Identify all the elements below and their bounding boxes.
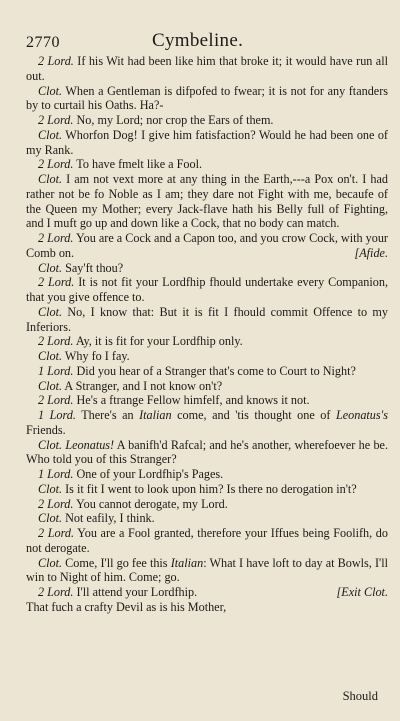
speech-text: No, my Lord; nor crop the Ears of them.: [73, 113, 274, 127]
speech-text: A banifh'd Rafcal; and he's another, wherefoever he be. Who told you of this Stranger?: [26, 437, 388, 467]
speaker: Clot.: [38, 304, 63, 319]
speech-text: To have fmelt like a Fool.: [73, 157, 203, 172]
speech-text: You are a Cock and a Capon too, and you crow Cock, with your Comb on.: [26, 231, 388, 260]
italic-name: Leonatus!: [65, 437, 115, 452]
speech: [26, 511, 388, 526]
speaker: 2 Lord.: [38, 157, 74, 172]
speech: [26, 157, 388, 172]
speaker: Clot.: [38, 437, 63, 452]
speech: [26, 261, 388, 276]
speech: [26, 585, 388, 600]
speech-text: Say'ft thou?: [62, 260, 124, 275]
stage-direction: [Exit Clot.: [336, 585, 388, 599]
speaker: 2 Lord.: [38, 526, 75, 540]
speaker: 1 Lord.: [38, 408, 76, 422]
speech: [26, 128, 388, 158]
speech: [26, 84, 388, 114]
speaker: Clot.: [38, 349, 63, 363]
speaker: 1 Lord.: [38, 467, 74, 481]
speech-text: A Stranger, and I not know on't?: [62, 378, 223, 393]
speech-text: One of your Lordfhip's Pages.: [73, 467, 224, 481]
speech-text: He's a ftrange Fellow himfelf, and knows it not.: [73, 393, 310, 408]
speaker: 2 Lord.: [38, 113, 74, 127]
speaker: 2 Lord.: [38, 231, 74, 245]
italic-name: Italian: [139, 408, 172, 422]
italic-name: Leonatus's: [335, 408, 388, 422]
speaker: 1 Lord.: [38, 363, 74, 378]
speaker: Clot.: [38, 481, 63, 496]
speech: [26, 349, 388, 364]
speech: [26, 393, 388, 408]
verse-line: That fuch a crafty Devil as is his Mother,: [26, 599, 227, 614]
speech: [26, 172, 388, 231]
speech-text: Whorfon Dog! I give him fatisfaction? Would he had been one of my Rank.: [26, 127, 388, 157]
speech-text: It is not fit your Lordfhip fhould undertake every Companion, that you give offence to.: [26, 275, 388, 304]
speech-text: You are a Fool granted, therefore your Iffues being Foolifh, do not derogate.: [26, 526, 388, 555]
speech-text: : What I have loft to day at Bowls, I'll win to Night of him. Come; go.: [26, 555, 388, 585]
speech: [26, 438, 388, 468]
speech-text: If his Wit had been like him that broke it; it would have run all out.: [26, 54, 388, 83]
speaker: 2 Lord.: [38, 585, 74, 599]
speaker: Clot.: [38, 127, 63, 142]
speech: [26, 408, 388, 438]
speaker: 2 Lord.: [38, 334, 74, 349]
speech-text: When a Gentleman is difpofed to fwear; it is not for any ftanders by to curtail his Oaths. Ha?-: [26, 83, 388, 113]
speech: [26, 54, 388, 84]
speaker: Clot.: [38, 378, 63, 393]
speaker: Clot.: [38, 83, 63, 98]
speech-text: Friends.: [26, 422, 66, 437]
speech-text: Not eafily, I think.: [62, 511, 155, 526]
speaker: Clot.: [38, 511, 63, 526]
speech-text: You cannot derogate, my Lord.: [73, 496, 228, 511]
speech-text: Did you hear of a Stranger that's come to Court to Night?: [73, 363, 356, 378]
speech-text: No, I know that: But it is fit I fhould commit Offence to my Inferiors.: [26, 304, 388, 334]
speech: [26, 497, 388, 512]
speech: [26, 482, 388, 497]
page-header: [26, 28, 388, 54]
speaker: 2 Lord.: [38, 275, 75, 290]
speaker: 2 Lord.: [38, 393, 74, 408]
speech-text: Come, I'll go fee this: [62, 555, 171, 570]
speaker: Clot.: [38, 555, 63, 570]
speech: [26, 467, 388, 482]
speech-text: Is it fit I went to look upon him? Is there no derogation in't?: [62, 481, 357, 496]
speech: [26, 113, 388, 128]
speech-text: Ay, it is fit for your Lordfhip only.: [73, 334, 243, 349]
stage-direction: [Afide.: [354, 245, 388, 260]
speech-text: I am not vext more at any thing in the Earth,---a Pox on't. I had rather not be fo Noble as I am; they dare not Fight with me, becaufe of the Queen my Mother; every Jack-flave hath his Belly full of Fighting, and I muft go up and down like a Cock, that no body can match.: [26, 172, 388, 231]
speech: [26, 526, 388, 556]
catchword: Should: [342, 689, 378, 703]
speech: [26, 556, 388, 586]
speech: [26, 364, 388, 379]
speaker: Clot.: [38, 172, 63, 186]
play-text: [26, 54, 388, 615]
speech: [26, 334, 388, 349]
running-title: Cymbeline.: [152, 30, 244, 51]
speech-text: Why fo I fay.: [62, 349, 130, 363]
speech-text: There's an: [75, 408, 140, 422]
speech: [26, 305, 388, 335]
speech-text: come, and 'tis thought one of: [171, 408, 336, 422]
speech-text: I'll attend your Lordfhip.: [73, 585, 198, 599]
italic-name: Italian: [170, 555, 204, 570]
speaker: 2 Lord.: [38, 496, 74, 511]
speech: [26, 379, 388, 394]
speaker: 2 Lord.: [38, 54, 74, 68]
speech: [26, 275, 388, 305]
speaker: Clot.: [38, 260, 63, 275]
page-number: 2770: [26, 34, 60, 51]
speech: [26, 231, 388, 261]
